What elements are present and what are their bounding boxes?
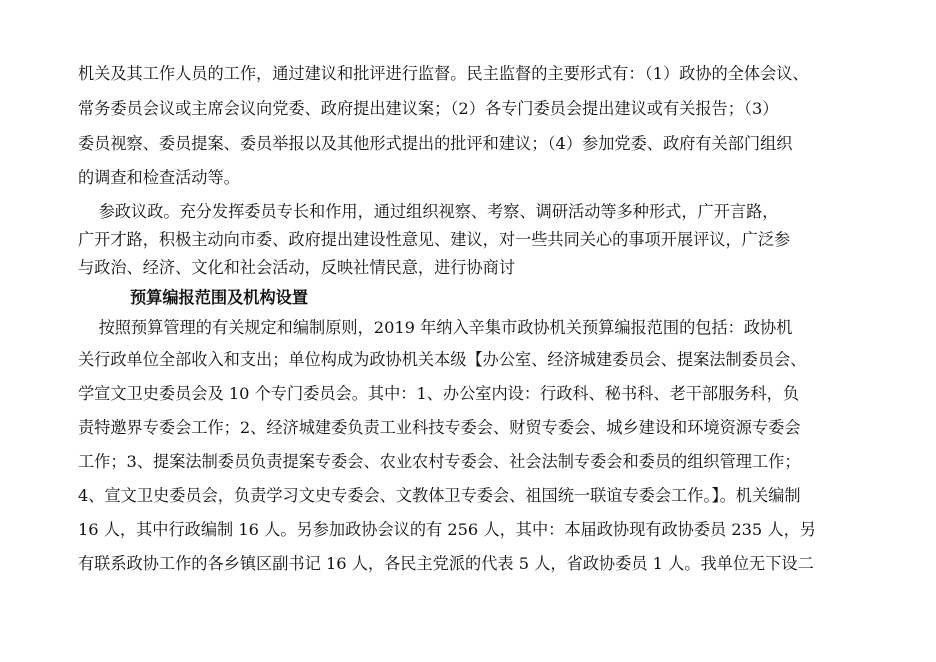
paragraph-1-line-3: 委员视察、委员提案、委员举报以及其他形式提出的批评和建议；（4）参加党委、政府有关部门组织 [78,134,793,153]
paragraph-3-line-2: 关行政单位全部收入和支出；单位构成为政协机关本级【办公室、经济城建委员会、提案法制委员会、 [78,350,807,369]
paragraph-1-line-4: 的调查和检查活动等。 [78,168,240,187]
paragraph-3-line-7: 16 人，其中行政编制 16 人。另参加政协会议的有 256 人，其中：本届政协现有政协委员 235 人，另 [78,520,816,539]
paragraph-2-line-2: 广开才路，积极主动向市委、政府提出建设性意见、建议，对一些共同关心的事项开展评议，广泛参 [78,230,791,249]
paragraph-1-line-2: 常务委员会议或主席会议向党委、政府提出建议案；（2）各专门委员会提出建议或有关报告；（3） [78,99,779,118]
paragraph-3-line-4: 责特邀界专委会工作；2、经济城建委负责工业科技专委会、财贸专委会、城乡建设和环境资源专委会 [78,418,801,437]
paragraph-3-line-3: 学宣文卫史委员会及 10 个专门委员会。其中：1、办公室内设：行政科、秘书科、老干部服务科，负 [78,384,800,403]
paragraph-3-line-1: 按照预算管理的有关规定和编制原则，2019 年纳入辛集市政协机关预算编报范围的包括：政协机 [78,318,793,337]
paragraph-2-line-3: 与政治、经济、文化和社会活动，反映社情民意，进行协商讨 [78,258,516,277]
section-heading: 预算编报范围及机构设置 [130,288,309,307]
paragraph-1-line-1: 机关及其工作人员的工作，通过建议和批评进行监督。民主监督的主要形式有：（1）政协的全体会议、 [78,64,809,83]
paragraph-2-line-1: 参政议政。充分发挥委员专长和作用，通过组织视察、考察、调研活动等多种形式，广开言路， [78,202,779,221]
paragraph-3-line-5: 工作；3、提案法制委员负责提案专委会、农业农村专委会、社会法制专委会和委员的组织管理工作； [78,452,801,471]
paragraph-3-line-6: 4、宣文卫史委员会，负责学习文史专委会、文教体卫专委会、祖国统一联谊专委会工作。】。机关编制 [78,486,801,505]
paragraph-3-line-8: 有联系政协工作的各乡镇区副书记 16 人，各民主党派的代表 5 人，省政协委员 1 人。我单位无下设二 [78,554,814,573]
